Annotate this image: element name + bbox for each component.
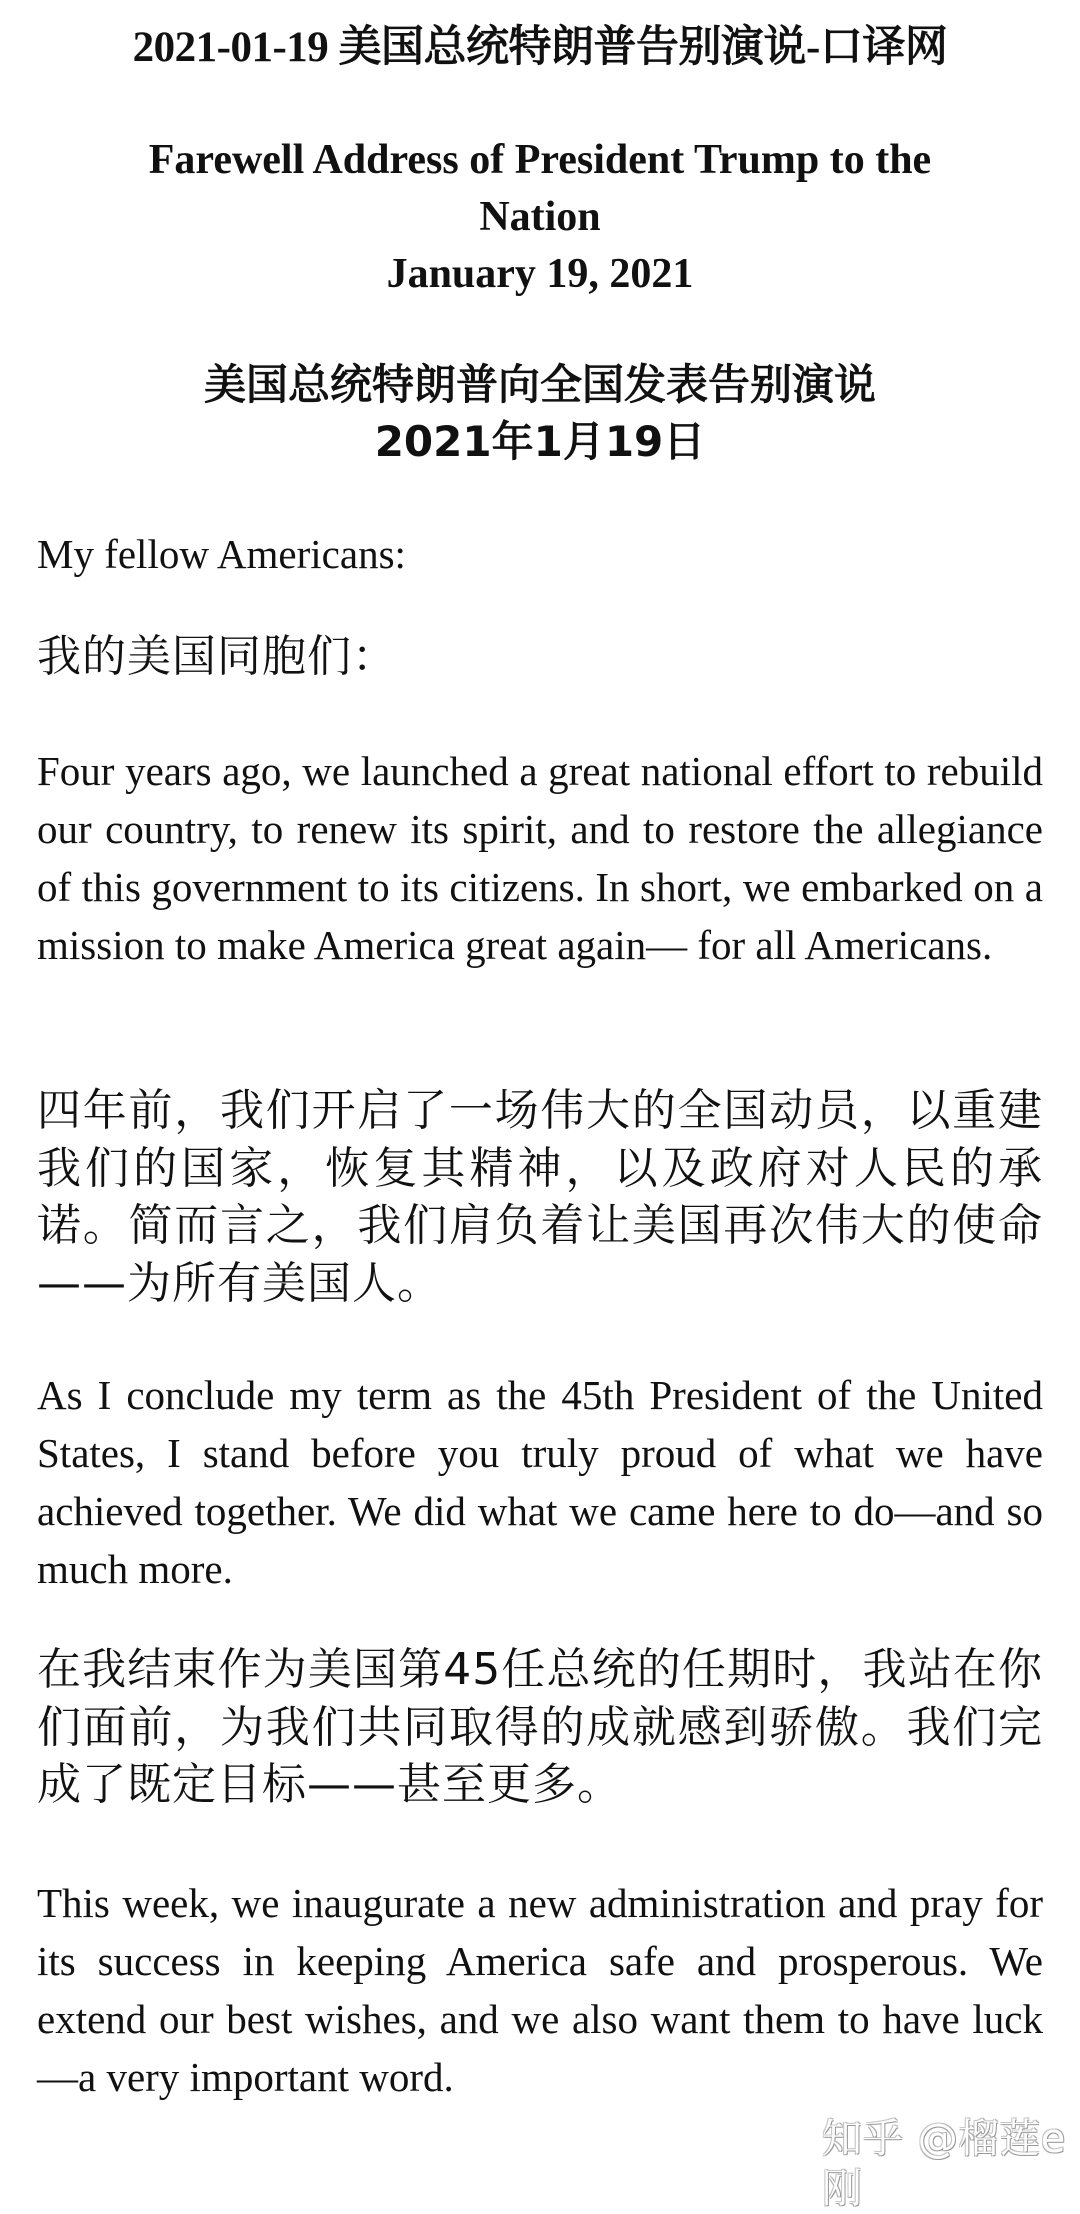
watermark: 知乎 @榴莲e刚 <box>822 2116 1067 2212</box>
paragraph-2-chinese: 在我结束作为美国第45任总统的任期时，我站在你们面前，为我们共同取得的成就感到骄傲。我们完成了既定目标——甚至更多。 <box>37 1644 1043 1810</box>
greeting-chinese: 我的美国同胞们： <box>37 631 397 682</box>
paragraph-1-english: Four years ago, we launched a great national effort to rebuild our country, to renew its spirit, and to restore the allegiance of this government to its citizens. In short, we embarked on a mission to make America great again— for all Americans. <box>37 748 1043 968</box>
english-title-line2: Nation <box>479 194 601 240</box>
paragraph-2-english: As I conclude my term as the 45th President of the United States, I stand before you truly proud of what we have achieved together. We did what we came here to do—and so much more. <box>37 1372 1043 1592</box>
paragraph-1-chinese: 四年前，我们开启了一场伟大的全国动员，以重建我们的国家，恢复其精神，以及政府对人民的承诺。简而言之，我们肩负着让美国再次伟大的使命——为所有美国人。 <box>37 1085 1043 1309</box>
chinese-title <box>0 356 1080 470</box>
english-title <box>0 132 1080 303</box>
greeting-english: My fellow Americans: <box>37 531 406 577</box>
chinese-date: 2021年1月19日 <box>374 417 706 466</box>
paragraph-3-english: This week, we inaugurate a new administration and pray for its success in keeping America safe and prosperous. We extend our best wishes, and we also want them to have luck—a very important word. <box>37 1880 1043 2100</box>
site-title: 2021-01-19 美国总统特朗普告别演说-口译网 <box>132 24 948 71</box>
english-title-line1: Farewell Address of President Trump to the <box>148 137 932 183</box>
english-date: January 19, 2021 <box>386 251 694 297</box>
chinese-title-text: 美国总统特朗普向全国发表告别演说 <box>203 360 876 409</box>
